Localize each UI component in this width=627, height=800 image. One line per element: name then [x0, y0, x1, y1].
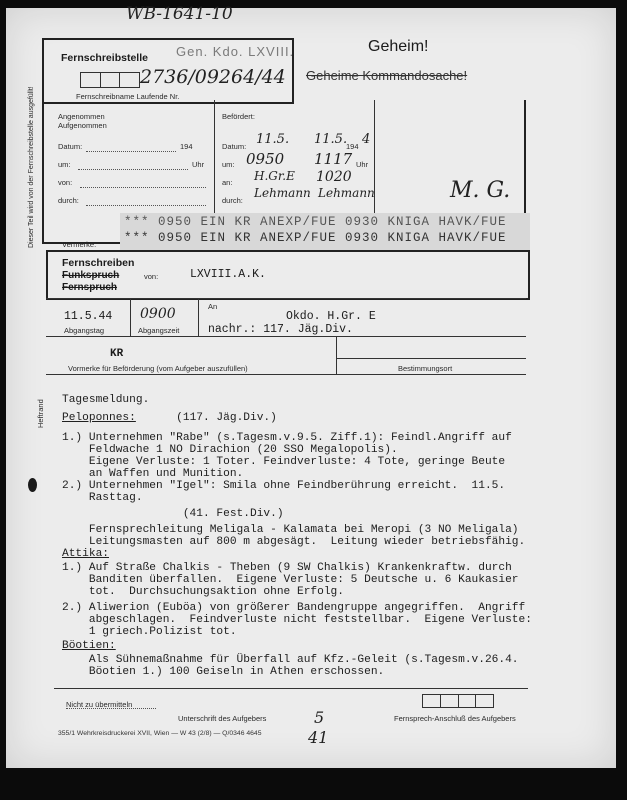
message-line-text: Böotien:	[62, 640, 116, 652]
dispatch-priority-label: Vormerke für Beförderung (vom Aufgeber auszufüllen)	[68, 364, 248, 373]
sender-von-label: von:	[144, 272, 159, 281]
classification-label: Geheim!	[368, 38, 429, 55]
forwarded-datum: Datum:	[222, 142, 247, 151]
message-line-text: (41. Fest.Div.)	[62, 508, 284, 520]
signature-label: Unterschrift des Aufgebers	[178, 714, 267, 723]
teletype-line-2: *** 0950 EIN KR ANEXP/FUE 0930 KNIGA HAVK/FUE	[124, 231, 507, 245]
dispatch-recipient: Okdo. H.Gr. E	[286, 310, 376, 323]
message-line	[62, 394, 149, 406]
message-line-text: 2.) Aliwerion (Euböa) von größerer Bandengruppe angegriffen. Angriff	[62, 602, 526, 614]
sender-von-value: LXVIII.A.K.	[190, 268, 266, 281]
message-line-text: 1.) Auf Straße Chalkis - Theben (9 SW Chalkis) Krankenkraftw. durch	[62, 562, 512, 574]
message-line-text: Rasttag.	[62, 492, 143, 504]
message-line-text: 1 griech.Polizist tot.	[62, 626, 237, 638]
message-line	[62, 456, 505, 468]
message-line	[62, 524, 519, 536]
forwarded-durch-value: Lehmann	[254, 186, 311, 200]
received-um: um:	[58, 160, 71, 169]
message-line-text: Fernsprechleitung Meligala - Kalamata bei Meropi (3 NO Meligala)	[62, 524, 519, 536]
forwarded-uhr: Uhr	[356, 160, 369, 169]
message-line	[62, 480, 505, 492]
dispatch-date-label: Abgangstag	[64, 326, 105, 335]
received-von: von:	[58, 178, 73, 187]
teletype-line-1: *** 0950 EIN KR ANEXP/FUE 0930 KNIGA HAVK/FUE	[124, 215, 507, 229]
message-heading	[62, 640, 116, 652]
message-line-text: Feldwache 1 NO Dirachion (20 SSO Megalopolis).	[62, 444, 398, 456]
message-line-text: Leitungsmasten auf 800 m abgesägt. Leitung wieder betriebsfähig.	[62, 536, 526, 548]
message-line-text: Böotien 1.) 100 Geiseln in Athen erschossen.	[62, 666, 385, 678]
margin-label: Heftrand	[36, 399, 45, 428]
message-line-text: Tagesmeldung.	[62, 394, 150, 406]
message-line	[62, 432, 512, 444]
forwarded-um-value: 0950	[246, 150, 285, 168]
phone-boxes	[422, 694, 494, 708]
message-heading	[62, 412, 277, 424]
document-sheet	[6, 4, 616, 768]
page-mark-2: 41	[308, 728, 329, 747]
number-label: Fernschreibname Laufende Nr.	[76, 92, 180, 101]
forwarded-an-value2: 1020	[316, 169, 352, 185]
received-datum: Datum:	[58, 142, 83, 151]
vermerke-label: Vermerke:	[62, 240, 97, 249]
message-line	[62, 666, 384, 678]
side-note: Dieser Teil wird von der Fernschreibstelle ausgefüllt!	[28, 86, 35, 248]
message-line-text: tot. Durchsuchungsaktion ohne Erfolg.	[62, 586, 344, 598]
forwarded-label: Befördert:	[222, 112, 255, 121]
message-line-text: Attika:	[62, 548, 109, 560]
forwarded-an-value: H.Gr.E	[254, 169, 295, 183]
received-uhr: Uhr	[192, 160, 205, 169]
message-line	[62, 536, 525, 548]
running-number: 2736/09264/44	[140, 66, 286, 88]
message-line-text: abgeschlagen. Feindverluste nicht feststellbar. Eigene Verluste:	[62, 614, 532, 626]
forwarded-um: um:	[222, 160, 235, 169]
received-label1: Angenommen	[58, 112, 105, 121]
sender-option1: Funkspruch	[62, 270, 120, 281]
message-line	[62, 444, 398, 456]
message-line	[62, 602, 525, 614]
message-line	[62, 468, 243, 480]
message-line	[62, 508, 284, 520]
page-mark-1: 5	[314, 708, 325, 727]
message-line-text: Als Sühnemaßnahme für Überfall auf Kfz.-Geleit (s.Tagesm.v.26.4.	[62, 654, 519, 666]
message-line-text: Eigene Verluste: 1 Toter. Feindverluste: 4 Tote, geringe Beute	[62, 456, 506, 468]
forwarded-year: 194	[346, 142, 359, 151]
message-line	[62, 586, 344, 598]
message-line	[62, 562, 512, 574]
teletype-strip	[120, 213, 530, 251]
dispatch-nachr: nachr.: 117. Jäg.Div.	[208, 323, 353, 336]
forwarded-an: an:	[222, 178, 233, 187]
forwarded-year-hand: 4	[362, 132, 371, 147]
forwarded-initials: M. G.	[450, 178, 511, 203]
dispatch-time-label: Abgangszeit	[138, 326, 180, 335]
number-boxes	[80, 72, 140, 88]
station-stamp: Gen. Kdo. LXVIII.	[176, 44, 295, 59]
message-line-text: 1.) Unternehmen "Rabe" (s.Tagesm.v.9.5. Ziff.1): Feindl.Angriff auf	[62, 432, 512, 444]
message-line	[62, 626, 237, 638]
forwarded-datum-value2: 11.5.	[314, 132, 348, 147]
dispatch-priority: KR	[110, 348, 124, 360]
dispatch-destination-label: Bestimmungsort	[398, 364, 453, 373]
forwarded-durch: durch:	[222, 196, 243, 205]
message-line-text: Banditen überfallen. Eigene Verluste: 5 Deutsche u. 6 Kaukasier	[62, 574, 519, 586]
sender-option2: Fernspruch	[62, 282, 118, 293]
forwarded-durch-value2: Lehmann	[318, 186, 375, 200]
station-label: Fernschreibstelle	[61, 52, 148, 64]
received-durch: durch:	[58, 196, 79, 205]
archive-reference: WB-1641-10	[126, 4, 233, 24]
classification-struck: Geheime Kommandosache!	[306, 68, 468, 83]
dispatch-date: 11.5.44	[64, 310, 113, 323]
message-line	[62, 574, 519, 586]
message-line	[62, 654, 519, 666]
message-line	[62, 492, 143, 504]
dispatch-an-label: An	[208, 302, 218, 311]
received-year: 194	[180, 142, 193, 151]
message-line-text: an Waffen und Munition.	[62, 468, 244, 480]
phone-label: Fernsprech-Anschluß des Aufgebers	[394, 714, 516, 723]
printer-line: 355/1 Wehrkreisdruckerei XVII, Wien — W 43 (2/8) — Q/0346 4645	[58, 730, 262, 737]
forwarded-um-value2: 1117	[314, 150, 353, 168]
received-label2: Aufgenommen	[58, 121, 107, 130]
message-line-suffix: (117. Jäg.Div.)	[135, 412, 277, 424]
forwarded-datum-value: 11.5.	[256, 132, 290, 147]
message-line-text: 2.) Unternehmen "Igel": Smila ohne Feindberührung erreicht. 11.5.	[62, 480, 506, 492]
sender-title: Fernschreiben	[62, 257, 135, 269]
dispatch-time: 0900	[140, 306, 176, 322]
punch-hole	[28, 478, 37, 492]
message-line	[62, 614, 532, 626]
message-heading	[62, 548, 109, 560]
message-line-text: Peloponnes:	[62, 412, 136, 424]
not-transmit-label: Nicht zu übermitteln	[66, 700, 133, 709]
